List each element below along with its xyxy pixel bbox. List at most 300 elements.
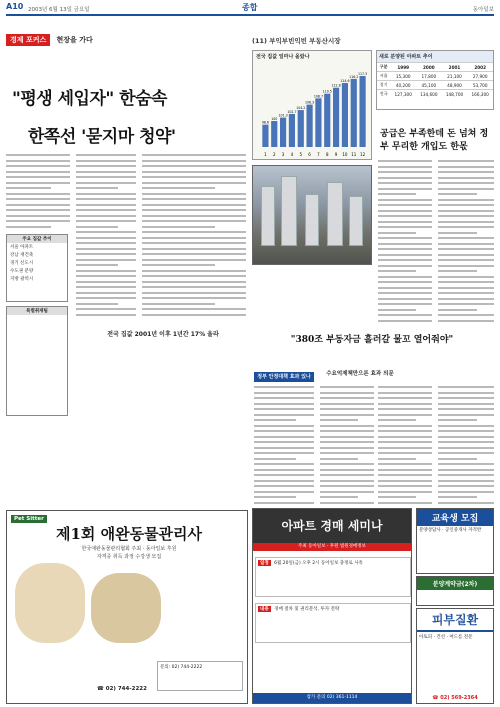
text-line bbox=[438, 199, 494, 201]
side-info-box-2 bbox=[6, 306, 68, 416]
side-item: 지방 광역시 bbox=[10, 277, 34, 282]
dog-image bbox=[15, 563, 85, 643]
text-line bbox=[76, 204, 136, 206]
chart-tick-label: 6 bbox=[308, 152, 311, 157]
text-line bbox=[438, 281, 494, 283]
text-line bbox=[142, 209, 246, 211]
text-line bbox=[320, 485, 374, 487]
text-line bbox=[438, 177, 494, 179]
text-line bbox=[438, 458, 477, 460]
text-line bbox=[254, 491, 314, 493]
text-line bbox=[378, 243, 432, 245]
text-line bbox=[254, 414, 314, 416]
text-line bbox=[438, 447, 494, 449]
text-line bbox=[378, 458, 416, 460]
text-line bbox=[76, 154, 136, 156]
seminar-ad[interactable] bbox=[252, 508, 412, 704]
text-line bbox=[142, 242, 246, 244]
text-line bbox=[378, 298, 432, 300]
text-line bbox=[320, 480, 374, 482]
text-line bbox=[438, 386, 494, 388]
text-line bbox=[378, 254, 432, 256]
text-line bbox=[142, 171, 246, 173]
text-line bbox=[254, 392, 314, 394]
text-line bbox=[438, 182, 494, 184]
mid-tag: 정부 안정대책 효과 있나 bbox=[254, 372, 314, 382]
right-column-1 bbox=[378, 160, 432, 325]
text-line bbox=[438, 309, 477, 311]
text-line bbox=[76, 231, 136, 233]
chart-bar bbox=[351, 79, 357, 147]
text-line bbox=[378, 287, 432, 289]
text-line bbox=[320, 447, 374, 449]
text-line bbox=[378, 177, 432, 179]
chart-bar bbox=[280, 118, 286, 147]
text-line bbox=[378, 408, 432, 410]
text-line bbox=[76, 275, 136, 277]
text-line bbox=[378, 221, 432, 223]
section-tag bbox=[6, 34, 93, 48]
text-line bbox=[254, 386, 314, 388]
mid-column-2 bbox=[320, 386, 374, 507]
text-line bbox=[438, 193, 477, 195]
chart-bar bbox=[359, 76, 365, 147]
chart-data-label: 98.6 bbox=[261, 120, 269, 125]
text-line bbox=[378, 480, 432, 482]
chart-bar bbox=[324, 94, 330, 147]
text-line bbox=[76, 187, 118, 189]
text-line bbox=[142, 281, 246, 283]
text-line bbox=[76, 286, 136, 288]
text-line bbox=[142, 303, 215, 305]
text-line bbox=[438, 436, 494, 438]
text-line bbox=[378, 430, 432, 432]
table-cell: 148,700 bbox=[442, 90, 468, 99]
text-line bbox=[254, 430, 314, 432]
table-cell: 127,300 bbox=[390, 90, 416, 99]
text-line bbox=[320, 386, 374, 388]
text-line bbox=[320, 491, 374, 493]
table-cell: 53,700 bbox=[467, 81, 493, 90]
text-line bbox=[378, 171, 432, 173]
text-line bbox=[254, 397, 314, 399]
chart-data-label: 114.6 bbox=[340, 79, 350, 84]
text-line bbox=[438, 292, 494, 294]
text-line bbox=[76, 215, 136, 217]
text-line bbox=[76, 297, 136, 299]
chart-tick-label: 2 bbox=[272, 152, 276, 157]
text-line bbox=[142, 154, 246, 156]
chart-title: 전국 집값 얼마나 올랐나 bbox=[256, 54, 310, 60]
main-headline-1: "평생 세입자" 한숨속 bbox=[12, 89, 167, 109]
text-line bbox=[378, 403, 432, 405]
text-line bbox=[320, 458, 358, 460]
text-line bbox=[438, 491, 494, 493]
series-label: (11) 부익부빈익빈 부동산시장 bbox=[252, 37, 341, 45]
seminar-schedule bbox=[255, 557, 411, 597]
text-line bbox=[438, 210, 494, 212]
chart-tick-label: 4 bbox=[290, 152, 294, 157]
text-line bbox=[438, 441, 494, 443]
table-cell: 21,100 bbox=[442, 72, 468, 81]
text-line bbox=[378, 314, 432, 316]
table-row bbox=[377, 81, 493, 90]
text-line bbox=[76, 220, 136, 222]
text-line bbox=[142, 193, 246, 195]
sub-headline: 전국 집값 2001년 이후 1년간 17% 올라 bbox=[107, 331, 219, 338]
table-row bbox=[377, 63, 493, 72]
text-line bbox=[6, 154, 70, 156]
text-line bbox=[438, 485, 494, 487]
text-line bbox=[142, 204, 246, 206]
text-line bbox=[438, 204, 494, 206]
text-line bbox=[320, 430, 374, 432]
text-line bbox=[438, 303, 494, 305]
text-line bbox=[76, 314, 136, 316]
text-line bbox=[378, 248, 432, 250]
text-line bbox=[76, 259, 136, 261]
text-line bbox=[254, 447, 314, 449]
text-line bbox=[378, 259, 432, 261]
building-shape bbox=[349, 196, 363, 246]
schedule-label: 일정 bbox=[260, 561, 269, 566]
table-cell: 구분 bbox=[377, 63, 390, 72]
text-line bbox=[438, 452, 494, 454]
price-chart bbox=[252, 50, 372, 160]
seminar-ad-sub: 주최 동아일보 · 후원 법원경매정보 bbox=[253, 543, 411, 551]
text-line bbox=[254, 452, 314, 454]
text-line bbox=[76, 308, 136, 310]
text-line bbox=[438, 414, 494, 416]
table-row bbox=[377, 72, 493, 81]
deposit-ad[interactable] bbox=[416, 576, 494, 606]
text-line bbox=[378, 441, 432, 443]
pet-ad-line1: 한국애완동물관리협회 주최 · 동아일보 후원 bbox=[81, 546, 177, 552]
seminar-ad-title: 아파트 경매 세미나 bbox=[253, 509, 411, 543]
skin-ad-tag: 아토피 · 건선 · 여드름 전문 bbox=[419, 635, 473, 640]
text-line bbox=[142, 314, 246, 316]
text-line bbox=[254, 403, 314, 405]
newspaper-name: 동아일보 bbox=[472, 7, 494, 13]
education-ad[interactable] bbox=[416, 508, 494, 574]
chart-bar bbox=[298, 110, 304, 147]
text-line bbox=[76, 264, 118, 266]
text-line bbox=[438, 502, 494, 504]
text-line bbox=[378, 199, 432, 201]
chart-tick-label: 8 bbox=[325, 152, 329, 157]
pet-ad-badge: Pet Sitter bbox=[11, 515, 47, 523]
text-line bbox=[378, 276, 432, 278]
pet-ad-title: 제1회 애완동물관리사 bbox=[55, 525, 203, 543]
chart-svg bbox=[253, 63, 371, 159]
chart-tick-label: 9 bbox=[334, 152, 338, 157]
table-cell: 2000 bbox=[416, 63, 442, 72]
text-line bbox=[438, 215, 494, 217]
text-line bbox=[378, 160, 432, 162]
chart-bar bbox=[315, 98, 321, 147]
text-line bbox=[320, 463, 374, 465]
table-cell: 45,100 bbox=[416, 81, 442, 90]
text-line bbox=[76, 292, 136, 294]
text-line bbox=[142, 198, 246, 200]
text-line bbox=[142, 215, 246, 217]
text-line bbox=[76, 193, 136, 195]
text-line bbox=[254, 474, 314, 476]
mid-headline: "380조 부동자금 흘러갈 물꼬 열어줘야" bbox=[290, 335, 454, 345]
text-line bbox=[6, 209, 70, 211]
text-line bbox=[378, 182, 432, 184]
table-row bbox=[377, 90, 493, 99]
side-box2-title: 특별취재팀 bbox=[7, 307, 67, 315]
text-line bbox=[378, 270, 416, 272]
text-line bbox=[378, 436, 432, 438]
text-line bbox=[142, 187, 215, 189]
text-line bbox=[378, 491, 432, 493]
text-line bbox=[438, 496, 477, 498]
side-item: 경기 신도시 bbox=[10, 261, 34, 266]
text-line bbox=[254, 469, 314, 471]
text-line bbox=[320, 469, 374, 471]
chart-tick-label: 7 bbox=[317, 152, 320, 157]
education-ad-text: 분양상담사 · 공인중개사 자격반 bbox=[419, 528, 482, 533]
text-line bbox=[254, 408, 314, 410]
skin-clinic-ad[interactable] bbox=[416, 608, 494, 704]
text-line bbox=[254, 441, 314, 443]
text-line bbox=[320, 496, 358, 498]
table-cell: 서울 bbox=[377, 72, 390, 81]
text-line bbox=[142, 160, 246, 162]
chart-data-label: 100 bbox=[271, 117, 278, 121]
content-text: 경매 절차 및 권리분석, 투자 전략 bbox=[274, 607, 340, 612]
text-line bbox=[76, 176, 136, 178]
text-line bbox=[438, 430, 494, 432]
text-line bbox=[6, 226, 51, 228]
text-line bbox=[320, 414, 374, 416]
text-line bbox=[76, 281, 136, 283]
text-line bbox=[76, 160, 136, 162]
text-line bbox=[254, 463, 314, 465]
text-line bbox=[438, 463, 494, 465]
text-line bbox=[320, 502, 374, 504]
text-line bbox=[254, 480, 314, 482]
text-line bbox=[438, 226, 494, 228]
text-line bbox=[76, 182, 136, 184]
text-line bbox=[76, 237, 136, 239]
text-line bbox=[142, 237, 246, 239]
text-line bbox=[438, 232, 477, 234]
building-shape bbox=[327, 182, 343, 246]
text-line bbox=[378, 226, 432, 228]
text-line bbox=[142, 182, 246, 184]
building-shape bbox=[261, 186, 275, 246]
section-sublabel: 현장을 가다 bbox=[56, 36, 93, 44]
chart-tick-label: 12 bbox=[360, 152, 366, 157]
text-line bbox=[438, 270, 477, 272]
text-line bbox=[6, 160, 70, 162]
text-line bbox=[142, 226, 215, 228]
text-line bbox=[142, 275, 246, 277]
text-line bbox=[378, 452, 432, 454]
table-title: 새로 분양된 아파트 추이 bbox=[377, 51, 493, 62]
text-line bbox=[438, 419, 477, 421]
table bbox=[377, 62, 493, 98]
building-shape bbox=[305, 194, 319, 246]
chart-tick-label: 10 bbox=[342, 152, 348, 157]
text-line bbox=[438, 243, 494, 245]
chart-data-label: 116.2 bbox=[349, 74, 359, 79]
text-line bbox=[438, 160, 494, 162]
table-cell: 전국 bbox=[377, 90, 390, 99]
page-date: 2003년 6월 13일 금요일 bbox=[28, 7, 90, 13]
section-title: 종합 bbox=[242, 3, 258, 12]
text-line bbox=[6, 165, 70, 167]
text-line bbox=[6, 176, 70, 178]
schedule-text: 6월 20일(금) 오후 2시 동아일보 충정로 사옥 bbox=[274, 561, 363, 566]
chart-data-label: 101.3 bbox=[278, 113, 288, 118]
text-line bbox=[438, 221, 494, 223]
table-cell: 134,600 bbox=[416, 90, 442, 99]
text-line bbox=[76, 270, 136, 272]
table-cell: 2002 bbox=[467, 63, 493, 72]
text-line bbox=[254, 436, 314, 438]
text-line bbox=[142, 270, 246, 272]
side-info-box bbox=[6, 234, 68, 302]
table-cell: 1999 bbox=[390, 63, 416, 72]
text-line bbox=[254, 485, 314, 487]
text-line bbox=[438, 265, 494, 267]
cat-image bbox=[91, 573, 161, 643]
text-line bbox=[438, 254, 494, 256]
text-line bbox=[378, 463, 432, 465]
text-line bbox=[438, 237, 494, 239]
text-line bbox=[76, 226, 118, 228]
text-line bbox=[320, 397, 374, 399]
table-cell: 40,200 bbox=[390, 81, 416, 90]
chart-data-label: 106.3 bbox=[305, 100, 315, 105]
pet-ad-phone: ☎ 02) 744-2222 bbox=[97, 686, 147, 692]
right-column-2 bbox=[438, 160, 494, 325]
text-line bbox=[76, 253, 136, 255]
text-line bbox=[142, 308, 246, 310]
text-line bbox=[378, 320, 432, 322]
text-line bbox=[378, 292, 432, 294]
table-cell: 경기 bbox=[377, 81, 390, 90]
mid-column-1 bbox=[254, 386, 314, 507]
chart-bar bbox=[262, 125, 268, 147]
content-label: 내용 bbox=[260, 607, 269, 612]
text-line bbox=[76, 242, 136, 244]
table-cell: 15,300 bbox=[390, 72, 416, 81]
text-line bbox=[320, 436, 374, 438]
text-line bbox=[378, 469, 432, 471]
text-line bbox=[6, 215, 70, 217]
text-line bbox=[378, 237, 432, 239]
main-headline-2: 한쪽선 '묻지마 청약' bbox=[28, 127, 176, 147]
text-line bbox=[438, 314, 494, 316]
text-line bbox=[378, 309, 416, 311]
text-line bbox=[254, 496, 296, 498]
side-item: 강남 재건축 bbox=[10, 253, 34, 258]
text-line bbox=[142, 259, 246, 261]
chart-data-label: 108.7 bbox=[313, 94, 323, 99]
chart-data-label: 117.3 bbox=[358, 72, 368, 77]
text-line bbox=[76, 209, 136, 211]
text-line bbox=[438, 248, 494, 250]
side-item: 수도권 분양 bbox=[10, 269, 34, 274]
text-line bbox=[254, 502, 314, 504]
mid-subheadline: 수요억제책만으론 효과 의문 bbox=[326, 371, 394, 377]
text-line bbox=[378, 474, 432, 476]
text-line bbox=[378, 166, 432, 168]
side-item: 서울 아파트 bbox=[10, 245, 34, 250]
chart-bar bbox=[289, 114, 295, 147]
text-line bbox=[254, 458, 296, 460]
text-line bbox=[378, 265, 432, 267]
pet-ad[interactable] bbox=[6, 510, 248, 704]
chart-data-label: 110.5 bbox=[322, 89, 332, 94]
chart-data-label: 102.7 bbox=[287, 109, 297, 114]
text-line bbox=[378, 425, 432, 427]
skin-ad-phone: ☎ 02) 569-2364 bbox=[432, 695, 478, 701]
mid-column-3 bbox=[378, 386, 432, 507]
text-line bbox=[6, 204, 70, 206]
text-line bbox=[378, 188, 432, 190]
chart-data-label: 112.8 bbox=[331, 83, 341, 88]
text-line bbox=[142, 248, 246, 250]
deposit-ad-title: 분양계약금(2차) bbox=[417, 577, 493, 590]
text-line bbox=[378, 303, 432, 305]
text-line bbox=[142, 297, 246, 299]
text-line bbox=[378, 419, 416, 421]
chart-data-label: 104.2 bbox=[296, 106, 306, 111]
apartment-photo bbox=[252, 165, 372, 265]
text-line bbox=[378, 232, 416, 234]
text-line bbox=[438, 408, 494, 410]
chart-tick-label: 5 bbox=[299, 152, 303, 157]
table-cell: 27,900 bbox=[467, 72, 493, 81]
table-cell: 166,300 bbox=[467, 90, 493, 99]
text-line bbox=[378, 397, 432, 399]
text-line bbox=[142, 264, 215, 266]
text-line bbox=[438, 188, 494, 190]
text-line bbox=[378, 447, 432, 449]
text-line bbox=[378, 193, 416, 195]
text-line bbox=[438, 403, 494, 405]
text-line bbox=[320, 474, 374, 476]
text-line bbox=[142, 220, 246, 222]
text-line bbox=[6, 187, 51, 189]
text-line bbox=[6, 171, 70, 173]
chart-bar bbox=[271, 121, 277, 147]
text-line bbox=[76, 303, 118, 305]
text-line bbox=[438, 392, 494, 394]
text-line bbox=[142, 176, 246, 178]
text-line bbox=[378, 392, 432, 394]
text-line bbox=[438, 474, 494, 476]
text-line bbox=[438, 171, 494, 173]
text-line bbox=[76, 171, 136, 173]
table-cell: 2001 bbox=[442, 63, 468, 72]
text-line bbox=[378, 210, 432, 212]
seminar-content bbox=[255, 603, 411, 643]
article-column-3 bbox=[142, 154, 246, 319]
right-headline: 공급은 부족한데 돈 넘쳐 정부 무리한 개입도 한몫 bbox=[380, 129, 489, 152]
mid-column-4 bbox=[438, 386, 494, 507]
text-line bbox=[438, 259, 494, 261]
chart-bar bbox=[333, 88, 339, 147]
text-line bbox=[142, 292, 246, 294]
text-line bbox=[76, 165, 136, 167]
